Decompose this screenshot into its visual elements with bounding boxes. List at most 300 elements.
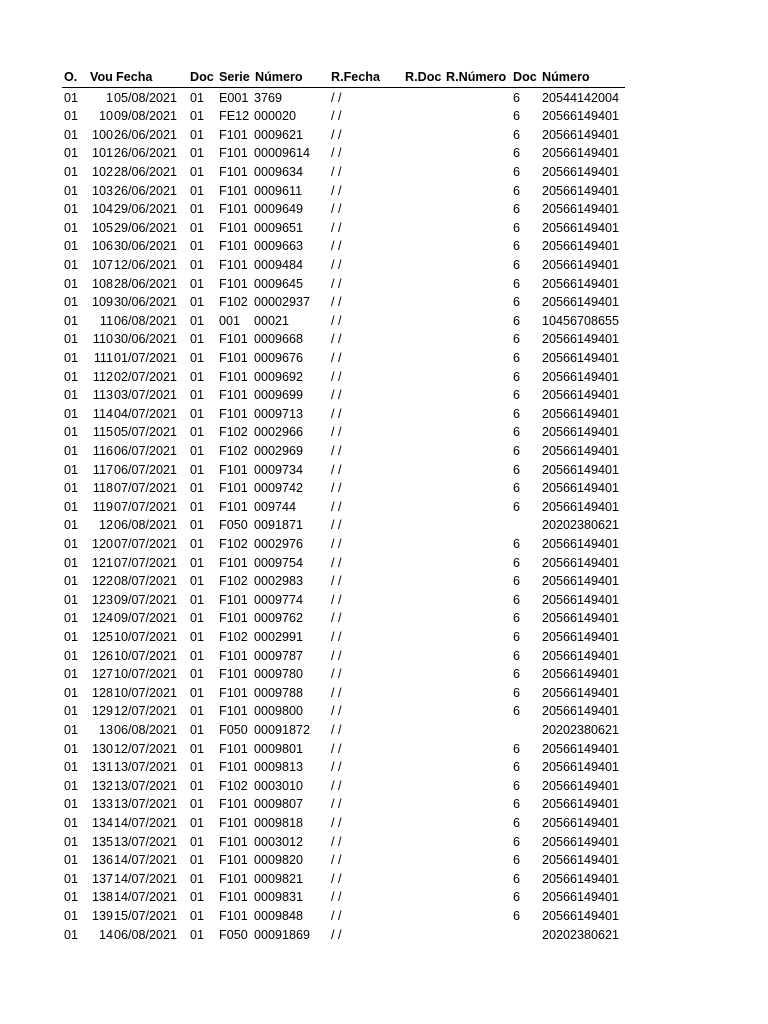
cell-fecha: 30/06/2021 <box>114 239 178 254</box>
cell-serie: F102 <box>219 629 248 644</box>
cell-serie: F101 <box>219 667 248 682</box>
cell-r-fecha: / / <box>331 555 342 570</box>
table-row <box>0 144 768 163</box>
cell-numero: 0009699 <box>254 388 304 403</box>
cell-doc: 01 <box>190 741 205 756</box>
cell-fecha: 06/08/2021 <box>114 313 178 328</box>
cell-r-fecha: / / <box>331 406 342 421</box>
cell-serie: F102 <box>219 295 248 310</box>
cell-doc: 01 <box>190 536 205 551</box>
cell-numero-2: 20566149401 <box>542 369 620 384</box>
cell-serie: F102 <box>219 425 248 440</box>
cell-r-fecha: / / <box>331 890 342 905</box>
cell-serie: F101 <box>219 685 248 700</box>
cell-r-fecha: / / <box>331 164 342 179</box>
cell-serie: F101 <box>219 592 248 607</box>
cell-r-fecha: / / <box>331 425 342 440</box>
cell-numero: 0002976 <box>254 536 304 551</box>
table-row <box>0 89 768 108</box>
cell-numero-2: 20566149401 <box>542 220 620 235</box>
cell-doc: 01 <box>190 611 205 626</box>
cell-o: 01 <box>64 685 79 700</box>
cell-numero: 0003012 <box>254 834 304 849</box>
cell-doc: 01 <box>190 667 205 682</box>
header-r-numero: R.Número <box>446 70 507 84</box>
cell-numero: 0009780 <box>254 667 304 682</box>
cell-doc-2: 6 <box>513 425 521 440</box>
cell-numero-2: 20566149401 <box>542 555 620 570</box>
cell-serie: 001 <box>219 313 241 328</box>
cell-vou: 128 <box>91 685 113 700</box>
cell-vou: 110 <box>92 332 113 347</box>
cell-doc-2: 6 <box>513 127 521 142</box>
cell-doc-2: 6 <box>513 536 521 551</box>
cell-o: 01 <box>64 276 79 291</box>
cell-fecha: 06/08/2021 <box>114 518 178 533</box>
header-doc-2: Doc <box>513 70 537 84</box>
cell-numero-2: 20566149401 <box>542 536 620 551</box>
cell-numero-2: 10456708655 <box>542 313 620 328</box>
cell-doc-2: 6 <box>513 220 521 235</box>
cell-doc: 01 <box>190 202 205 217</box>
cell-doc: 01 <box>190 685 205 700</box>
table-row <box>0 312 768 331</box>
cell-serie: F101 <box>219 257 248 272</box>
cell-numero: 0002991 <box>254 629 304 644</box>
table-row <box>0 516 768 535</box>
cell-numero-2: 20566149401 <box>542 425 620 440</box>
cell-doc-2: 6 <box>513 313 521 328</box>
cell-fecha: 12/06/2021 <box>114 257 178 272</box>
cell-doc: 01 <box>190 220 205 235</box>
cell-o: 01 <box>64 778 79 793</box>
cell-doc: 01 <box>190 388 205 403</box>
table-row <box>0 386 768 405</box>
cell-doc-2: 6 <box>513 778 521 793</box>
cell-numero: 0009762 <box>254 611 304 626</box>
cell-numero: 00002937 <box>254 295 311 310</box>
cell-doc-2: 6 <box>513 704 521 719</box>
cell-vou: 107 <box>91 257 113 272</box>
table-row <box>0 888 768 907</box>
cell-vou: 132 <box>91 778 113 793</box>
cell-serie: F101 <box>219 164 248 179</box>
cell-r-fecha: / / <box>331 648 342 663</box>
cell-numero: 0091871 <box>254 518 304 533</box>
cell-fecha: 01/07/2021 <box>114 350 178 365</box>
cell-numero: 000020 <box>254 109 297 124</box>
cell-vou: 135 <box>91 834 113 849</box>
cell-doc: 01 <box>190 797 205 812</box>
cell-o: 01 <box>64 815 79 830</box>
cell-serie: F101 <box>219 648 248 663</box>
cell-fecha: 12/07/2021 <box>114 741 178 756</box>
cell-vou: 108 <box>91 276 113 291</box>
cell-fecha: 14/07/2021 <box>114 890 178 905</box>
cell-o: 01 <box>64 239 79 254</box>
cell-doc-2: 6 <box>513 90 521 105</box>
cell-doc: 01 <box>190 127 205 142</box>
cell-fecha: 10/07/2021 <box>114 648 178 663</box>
cell-fecha: 13/07/2021 <box>114 834 178 849</box>
cell-r-fecha: / / <box>331 629 342 644</box>
header-numero-2: Número <box>542 70 590 84</box>
cell-o: 01 <box>64 518 79 533</box>
cell-vou: 105 <box>91 220 113 235</box>
cell-doc-2: 6 <box>513 592 521 607</box>
cell-fecha: 09/07/2021 <box>114 592 178 607</box>
cell-vou: 111 <box>93 350 113 365</box>
cell-doc: 01 <box>190 890 205 905</box>
cell-r-fecha: / / <box>331 313 342 328</box>
cell-doc: 01 <box>190 406 205 421</box>
table-row <box>0 851 768 870</box>
cell-doc: 01 <box>190 927 205 942</box>
cell-fecha: 29/06/2021 <box>114 220 178 235</box>
cell-o: 01 <box>64 183 79 198</box>
cell-r-fecha: / / <box>331 574 342 589</box>
cell-fecha: 10/07/2021 <box>114 667 178 682</box>
table-row <box>0 107 768 126</box>
table-row <box>0 684 768 703</box>
cell-o: 01 <box>64 611 79 626</box>
cell-doc: 01 <box>190 239 205 254</box>
cell-o: 01 <box>64 927 79 942</box>
cell-doc-2: 6 <box>513 685 521 700</box>
cell-serie: F101 <box>219 611 248 626</box>
cell-numero-2: 20566149401 <box>542 183 620 198</box>
table-row <box>0 461 768 480</box>
cell-fecha: 03/07/2021 <box>114 388 178 403</box>
cell-serie: F101 <box>219 760 248 775</box>
table-row <box>0 702 768 721</box>
cell-r-fecha: / / <box>331 927 342 942</box>
cell-serie: F101 <box>219 853 248 868</box>
cell-serie: F102 <box>219 574 248 589</box>
cell-doc-2: 6 <box>513 611 521 626</box>
table-row <box>0 219 768 238</box>
cell-doc-2: 6 <box>513 760 521 775</box>
cell-fecha: 07/07/2021 <box>114 499 178 514</box>
cell-doc-2: 6 <box>513 574 521 589</box>
cell-numero-2: 20566149401 <box>542 853 620 868</box>
cell-vou: 100 <box>91 127 113 142</box>
cell-serie: F101 <box>219 704 248 719</box>
header-vou: Vou <box>90 70 113 84</box>
cell-doc-2: 6 <box>513 443 521 458</box>
cell-doc-2: 6 <box>513 183 521 198</box>
cell-numero: 0009742 <box>254 481 304 496</box>
cell-doc-2: 6 <box>513 388 521 403</box>
cell-r-fecha: / / <box>331 704 342 719</box>
cell-vou: 11 <box>99 313 113 328</box>
cell-numero: 3769 <box>254 90 283 105</box>
cell-r-fecha: / / <box>331 109 342 124</box>
cell-r-fecha: / / <box>331 741 342 756</box>
table-row <box>0 665 768 684</box>
table-header-row <box>0 68 768 87</box>
cell-numero: 00091872 <box>254 722 311 737</box>
cell-vou: 126 <box>91 648 113 663</box>
cell-doc: 01 <box>190 257 205 272</box>
cell-doc-2: 6 <box>513 741 521 756</box>
table-row <box>0 163 768 182</box>
cell-o: 01 <box>64 481 79 496</box>
cell-r-fecha: / / <box>331 90 342 105</box>
cell-serie: E001 <box>219 90 249 105</box>
cell-doc: 01 <box>190 146 205 161</box>
cell-fecha: 29/06/2021 <box>114 202 178 217</box>
cell-numero-2: 20566149401 <box>542 350 620 365</box>
cell-fecha: 08/07/2021 <box>114 574 178 589</box>
cell-doc: 01 <box>190 555 205 570</box>
cell-vou: 116 <box>92 443 113 458</box>
cell-o: 01 <box>64 220 79 235</box>
cell-o: 01 <box>64 574 79 589</box>
cell-serie: F101 <box>219 499 248 514</box>
cell-o: 01 <box>64 834 79 849</box>
cell-numero-2: 20566149401 <box>542 127 620 142</box>
header-numero: Número <box>255 70 303 84</box>
cell-r-fecha: / / <box>331 276 342 291</box>
cell-doc: 01 <box>190 592 205 607</box>
table-row <box>0 777 768 796</box>
cell-fecha: 05/08/2021 <box>114 90 178 105</box>
cell-numero: 0009788 <box>254 685 304 700</box>
cell-vou: 109 <box>91 295 113 310</box>
cell-numero-2: 20566149401 <box>542 592 620 607</box>
table-row <box>0 795 768 814</box>
cell-o: 01 <box>64 853 79 868</box>
cell-doc: 01 <box>190 109 205 124</box>
cell-vou: 114 <box>92 406 113 421</box>
cell-o: 01 <box>64 704 79 719</box>
cell-numero-2: 20566149401 <box>542 146 620 161</box>
cell-serie: F102 <box>219 443 248 458</box>
cell-doc: 01 <box>190 481 205 496</box>
cell-vou: 136 <box>91 853 113 868</box>
cell-vou: 101 <box>91 146 113 161</box>
cell-numero: 0002966 <box>254 425 304 440</box>
cell-doc-2: 6 <box>513 871 521 886</box>
header-o: O. <box>64 70 78 84</box>
cell-doc: 01 <box>190 778 205 793</box>
cell-vou: 124 <box>91 611 113 626</box>
cell-numero: 0009649 <box>254 202 304 217</box>
cell-serie: FE12 <box>219 109 250 124</box>
cell-doc-2: 6 <box>513 164 521 179</box>
cell-serie: F101 <box>219 462 248 477</box>
cell-vou: 125 <box>91 629 113 644</box>
cell-numero-2: 20566149401 <box>542 797 620 812</box>
cell-doc: 01 <box>190 425 205 440</box>
cell-serie: F101 <box>219 183 248 198</box>
cell-o: 01 <box>64 127 79 142</box>
table-row <box>0 870 768 889</box>
cell-o: 01 <box>64 313 79 328</box>
cell-r-fecha: / / <box>331 481 342 496</box>
cell-numero: 0009634 <box>254 164 304 179</box>
cell-fecha: 26/06/2021 <box>114 127 178 142</box>
cell-r-fecha: / / <box>331 778 342 793</box>
cell-doc-2: 6 <box>513 890 521 905</box>
cell-r-fecha: / / <box>331 853 342 868</box>
cell-fecha: 28/06/2021 <box>114 164 178 179</box>
cell-r-fecha: / / <box>331 127 342 142</box>
cell-serie: F101 <box>219 388 248 403</box>
cell-doc: 01 <box>190 704 205 719</box>
cell-o: 01 <box>64 667 79 682</box>
cell-o: 01 <box>64 146 79 161</box>
cell-o: 01 <box>64 648 79 663</box>
cell-numero: 0002969 <box>254 443 304 458</box>
table-row <box>0 535 768 554</box>
cell-doc-2: 6 <box>513 332 521 347</box>
cell-doc: 01 <box>190 369 205 384</box>
cell-vou: 130 <box>91 741 113 756</box>
cell-o: 01 <box>64 443 79 458</box>
cell-numero: 0003010 <box>254 778 304 793</box>
cell-vou: 102 <box>91 164 113 179</box>
table-row <box>0 591 768 610</box>
cell-numero: 0009807 <box>254 797 304 812</box>
cell-vou: 127 <box>91 667 113 682</box>
cell-serie: F101 <box>219 276 248 291</box>
cell-serie: F101 <box>219 797 248 812</box>
cell-doc-2: 6 <box>513 202 521 217</box>
cell-numero: 0009734 <box>254 462 304 477</box>
cell-r-fecha: / / <box>331 332 342 347</box>
cell-vou: 106 <box>91 239 113 254</box>
cell-numero-2: 20566149401 <box>542 443 620 458</box>
cell-r-fecha: / / <box>331 871 342 886</box>
cell-serie: F101 <box>219 369 248 384</box>
cell-numero: 0009754 <box>254 555 304 570</box>
cell-fecha: 07/07/2021 <box>114 555 178 570</box>
cell-serie: F101 <box>219 239 248 254</box>
cell-numero-2: 20566149401 <box>542 908 620 923</box>
cell-doc-2: 6 <box>513 239 521 254</box>
cell-vou: 121 <box>91 555 113 570</box>
cell-doc: 01 <box>190 722 205 737</box>
cell-o: 01 <box>64 592 79 607</box>
cell-fecha: 26/06/2021 <box>114 146 178 161</box>
table-row <box>0 758 768 777</box>
cell-doc: 01 <box>190 629 205 644</box>
cell-r-fecha: / / <box>331 350 342 365</box>
header-doc: Doc <box>190 70 214 84</box>
table-row <box>0 479 768 498</box>
cell-r-fecha: / / <box>331 462 342 477</box>
cell-doc-2: 6 <box>513 853 521 868</box>
cell-doc-2: 6 <box>513 406 521 421</box>
cell-fecha: 06/08/2021 <box>114 722 178 737</box>
cell-vou: 103 <box>91 183 113 198</box>
cell-r-fecha: / / <box>331 685 342 700</box>
cell-vou: 1 <box>105 90 113 105</box>
cell-numero-2: 20566149401 <box>542 890 620 905</box>
cell-numero: 0009787 <box>254 648 304 663</box>
cell-doc: 01 <box>190 295 205 310</box>
cell-r-fecha: / / <box>331 499 342 514</box>
cell-doc: 01 <box>190 164 205 179</box>
cell-serie: F101 <box>219 350 248 365</box>
cell-vou: 104 <box>91 202 113 217</box>
cell-numero: 0009663 <box>254 239 304 254</box>
cell-o: 01 <box>64 388 79 403</box>
cell-numero-2: 20566149401 <box>542 388 620 403</box>
cell-fecha: 02/07/2021 <box>114 369 178 384</box>
cell-fecha: 13/07/2021 <box>114 760 178 775</box>
cell-r-fecha: / / <box>331 518 342 533</box>
cell-o: 01 <box>64 760 79 775</box>
table-row <box>0 628 768 647</box>
cell-numero-2: 20566149401 <box>542 741 620 756</box>
cell-serie: F101 <box>219 555 248 570</box>
table-row <box>0 256 768 275</box>
table-row <box>0 405 768 424</box>
table-row <box>0 182 768 201</box>
cell-o: 01 <box>64 741 79 756</box>
table-row <box>0 814 768 833</box>
cell-fecha: 04/07/2021 <box>114 406 178 421</box>
cell-doc: 01 <box>190 908 205 923</box>
cell-o: 01 <box>64 462 79 477</box>
table-row <box>0 740 768 759</box>
cell-doc-2: 6 <box>513 276 521 291</box>
cell-doc-2: 6 <box>513 908 521 923</box>
cell-numero-2: 20566149401 <box>542 164 620 179</box>
cell-fecha: 10/07/2021 <box>114 685 178 700</box>
cell-numero-2: 20566149401 <box>542 295 620 310</box>
cell-serie: F050 <box>219 927 248 942</box>
cell-r-fecha: / / <box>331 202 342 217</box>
cell-numero: 0009668 <box>254 332 304 347</box>
cell-doc: 01 <box>190 853 205 868</box>
table-row <box>0 498 768 517</box>
cell-fecha: 13/07/2021 <box>114 797 178 812</box>
cell-doc-2: 6 <box>513 499 521 514</box>
cell-doc-2: 6 <box>513 797 521 812</box>
cell-o: 01 <box>64 350 79 365</box>
cell-vou: 131 <box>91 760 113 775</box>
table-row <box>0 368 768 387</box>
table-row <box>0 423 768 442</box>
cell-o: 01 <box>64 369 79 384</box>
cell-vou: 119 <box>92 499 113 514</box>
cell-doc: 01 <box>190 90 205 105</box>
cell-doc-2: 6 <box>513 146 521 161</box>
cell-numero: 0009713 <box>254 406 304 421</box>
cell-vou: 12 <box>98 518 113 533</box>
cell-r-fecha: / / <box>331 611 342 626</box>
cell-r-fecha: / / <box>331 536 342 551</box>
table-row <box>0 907 768 926</box>
cell-fecha: 10/07/2021 <box>114 629 178 644</box>
cell-serie: F101 <box>219 406 248 421</box>
cell-fecha: 14/07/2021 <box>114 853 178 868</box>
cell-numero: 0009818 <box>254 815 304 830</box>
cell-doc-2: 6 <box>513 109 521 124</box>
cell-serie: F101 <box>219 815 248 830</box>
cell-vou: 10 <box>98 109 113 124</box>
cell-doc: 01 <box>190 871 205 886</box>
cell-numero-2: 20566149401 <box>542 704 620 719</box>
cell-vou: 137 <box>91 871 113 886</box>
cell-doc-2: 6 <box>513 481 521 496</box>
cell-numero-2: 20566149401 <box>542 778 620 793</box>
cell-numero-2: 20566149401 <box>542 815 620 830</box>
